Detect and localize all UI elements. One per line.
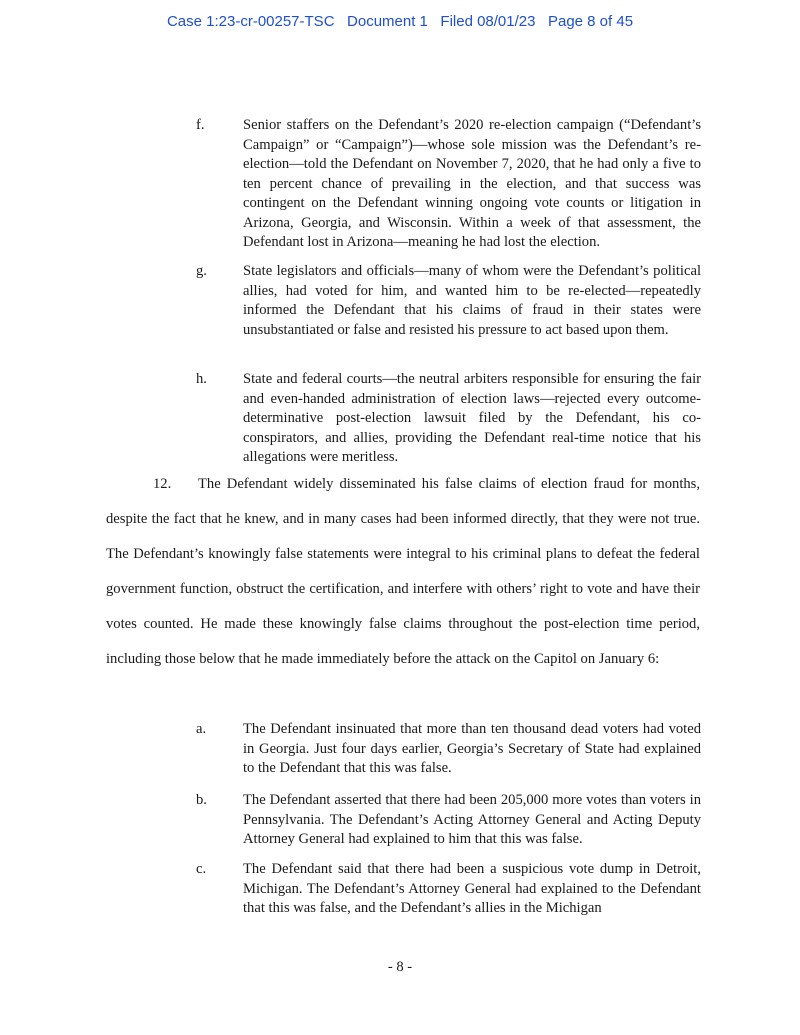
paragraph-number: 12. [153, 476, 172, 492]
list-item-g [196, 262, 701, 340]
list-item-text: State and federal courts—the neutral arbiters responsible for ensuring the fair and even-handed administration of election laws—rejected every outcome-determinative post-election lawsuit filed by the Defendant, his co-conspirators, and allies, providing the Defendant real-time notice that his allegations were meritless. [243, 371, 701, 465]
list-item-text: Senior staffers on the Defendant’s 2020 re-election campaign (“Defendant’s Campaign” or “Campaign”)—whose sole mission was the Defendant’s re-election—told the Defendant on November 7, 2020, that he had only a five to ten percent chance of prevailing in the election, and that success was contingent on the Defendant winning ongoing vote counts or litigation in Arizona, Georgia, and Wisconsin. Within a week of that assessment, the Defendant lost in Arizona—meaning he had lost the election. [243, 117, 701, 250]
list-marker: c. [196, 861, 207, 877]
page-number: - 8 - [387, 959, 413, 975]
list-item-a [196, 720, 701, 779]
paragraph-12 [106, 467, 700, 677]
list-marker: h. [196, 371, 207, 387]
paragraph-text: The Defendant widely disseminated his false claims of election fraud for months, despite the fact that he knew, and in many cases had been informed directly, that they were not true. The Defendant’s knowingly false statements were integral to his criminal plans to defeat the federal government function, obstruct the certification, and interfere with others’ right to vote and have their votes counted. He made these knowingly false claims throughout the post-election time period, including those below that he made immediately before the attack on the Capitol on January 6: [106, 476, 700, 667]
list-item-b [196, 791, 701, 850]
list-item-text: The Defendant insinuated that more than ten thousand dead voters had voted in Georgia. Just four days earlier, Georgia’s Secretary of State had explained to the Defendant that this was false. [243, 721, 701, 776]
case-header: Case 1:23-cr-00257-TSC Document 1 Filed 08/01/23 Page 8 of 45 [166, 13, 634, 30]
list-item-c [196, 860, 701, 919]
list-marker: a. [196, 721, 207, 737]
list-item-text: The Defendant said that there had been a suspicious vote dump in Detroit, Michigan. The Defendant’s Attorney General had explained to the Defendant that this was false, and the Defendant’s allies in the Michigan [243, 861, 701, 916]
list-marker: g. [196, 263, 207, 279]
list-item-text: State legislators and officials—many of whom were the Defendant’s political allies, had voted for him, and wanted him to be re-elected—repeatedly informed the Defendant that his claims of fraud in their states were unsubstantiated or false and resisted his pressure to act based upon them. [243, 263, 701, 338]
list-marker: f. [196, 117, 205, 133]
list-item-h [196, 370, 701, 468]
list-item-f [196, 116, 701, 253]
list-item-text: The Defendant asserted that there had been 205,000 more votes than voters in Pennsylvania. The Defendant’s Acting Attorney General and Acting Deputy Attorney General had explained to him that this was false. [243, 792, 701, 847]
list-marker: b. [196, 792, 207, 808]
